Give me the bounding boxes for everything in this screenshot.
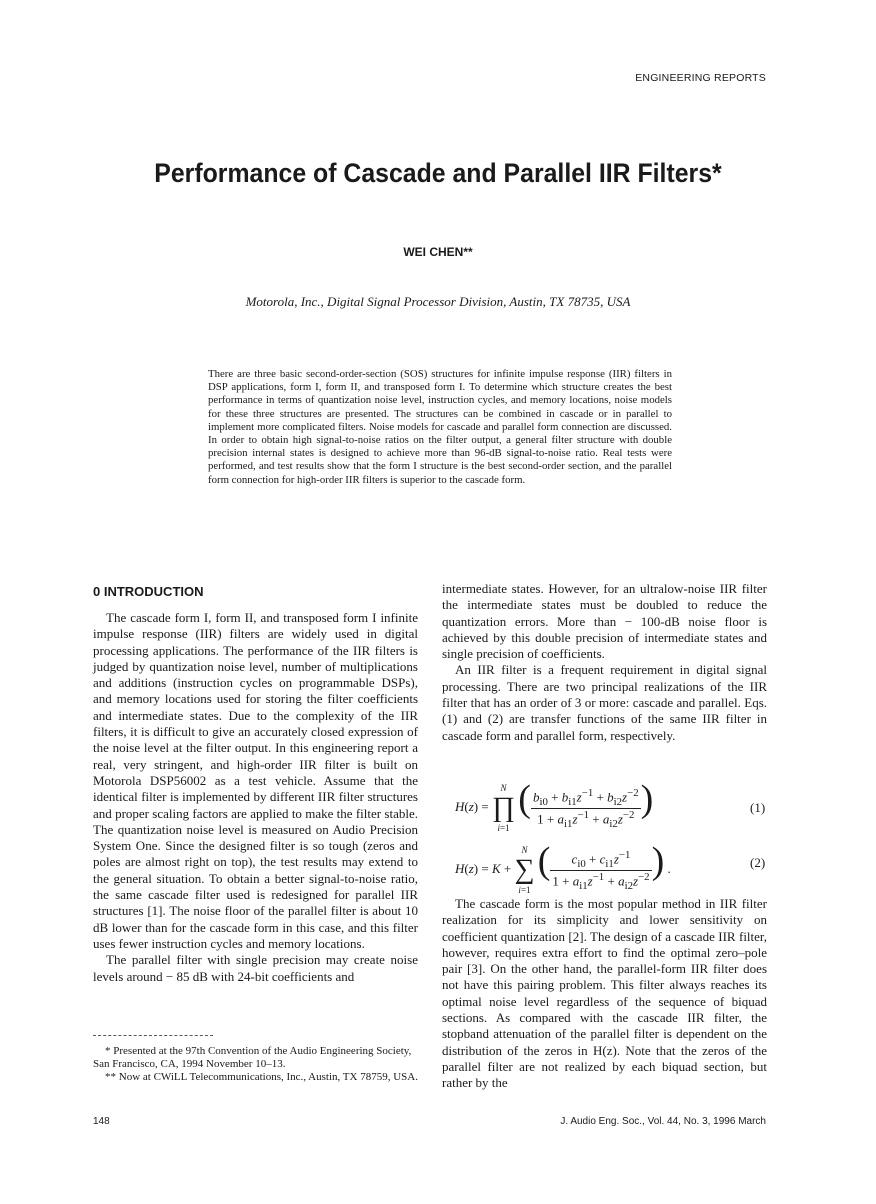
equation-1: H(z) = N ∏ i=1 ( $\frac{b_{i0} + b_{i1}z^{-1} + b_{i2}z^{-2}}{1 + a_{i1}z^{-1} + a_{i2}z^{-2}}$ )	[455, 778, 654, 834]
equation-2: H(z) = K + N ∑ i=1 ( $\frac{c_{i0} + c_{i1}z^{-1}}{1 + a_{i1}z^{-1} + a_{i2}z^{-2}}$ ) .	[455, 840, 671, 896]
intro-paragraph-2: The parallel filter with single precision may create noise levels around − 85 dB with 24-bit coefficients and	[93, 952, 418, 984]
intro-paragraph-3: intermediate states. However, for an ultralow-noise IIR filter the intermediate states must be doubled to reduce the quantization errors. More than − 100-dB noise floor is achieved by this double precision of intermediate states and single precision of coefficients.	[442, 581, 767, 662]
section-heading: 0 INTRODUCTION	[93, 584, 204, 599]
page-number: 148	[93, 1116, 110, 1127]
abstract: There are three basic second-order-section (SOS) structures for infinite impulse response (IIR) filters in DSP applications, form I, form II, and transposed form I. To determine which structure creates the best performance in terms of quantization noise level, instruction cycles, and memory locations, noise models for these three structures are presented. The structures can be combined in cascade or in parallel to implement more complicated filters. Noise models for cascade and parallel form connection are discussed. In order to obtain high signal-to-noise ratios on the filter output, a general filter structure with double precision internal states is designed to achieve more than 96-dB signal-to-noise ratio. Real tests were performed, and test results show that the form I structure is the best second-order section, and the parallel form connection for high-order IIR filters is superior to the cascade form.	[208, 368, 672, 486]
section-label: ENGINEERING REPORTS	[635, 72, 766, 84]
intro-paragraph-5: The cascade form is the most popular method in IIR filter realization for its simplicity and lower sensitivity on coefficient quantization [2]. The design of a cascade IIR filter, however, requires extra effort to find the optimal zero–pole pair [3]. On the other hand, the parallel-form IIR filter does not have this pairing problem. This filter always reaches its optimal noise level regardless of the sequence of biquad sections. As compared with the cascade IIR filter, the stopband attenuation of the parallel filter is dependent on the distribution of the zeros in H(z). Note that the zeros of the parallel filter are not realized by each biquad section, but rather by the	[442, 896, 767, 1091]
footnote-2: ** Now at CWiLL Telecommunications, Inc., Austin, TX 78759, USA.	[105, 1071, 418, 1083]
equation-2-number: (2)	[750, 855, 766, 870]
footnote-1: * Presented at the 97th Convention of the Audio Engineering Society, San Francisco, CA, 1994 November 10–13.	[93, 1045, 412, 1070]
footnotes	[93, 1045, 423, 1084]
intro-paragraph-4: An IIR filter is a frequent requirement in digital signal processing. There are two principal realizations of the IIR filter that has an order of 3 or more: cascade and parallel. Eqs. (1) and (2) are transfer functions of the same IIR filter in cascade form and parallel form, respectively.	[442, 662, 767, 743]
equation-1-number: (1)	[750, 800, 766, 815]
intro-paragraph-1: The cascade form I, form II, and transposed form I infinite impulse response (IIR) filters are widely used in digital processing applications. The performance of the IIR filters is judged by quantization noise level, number of multiplications and additions (instruction cycles on programmable DSPs), and memory locations used for storing the filter coefficients and intermediate states. Due to the complexity of the IIR filters, it is difficult to give an accurately closed expression of the noise level at the filter output. In this engineering report a real, very stringent, and high-order IIR filter is built on Motorola DSP56002 as a test vehicle. Assume that the identical filter is implemented by different IIR filter structures and proper scaling factors are applied to make the filter stable. The quantization noise level is measured on Audio Precision System One. Since the designed filter is so tough (zeros and poles are almost right on top), the test results may extend to the general situation. To obtain a better signal-to-noise ratio, the same cascade filter used is redesigned for parallel IIR structures [1]. The noise floor of the parallel filter is about 10 dB lower than for the cascade form in this case, and this filter uses fewer instruction cycles and memory locations.	[93, 610, 418, 951]
journal-citation: J. Audio Eng. Soc., Vol. 44, No. 3, 1996 March	[560, 1116, 766, 1127]
affiliation: Motorola, Inc., Digital Signal Processor Division, Austin, TX 78735, USA	[245, 294, 631, 309]
left-column	[93, 610, 418, 985]
paper-title: Performance of Cascade and Parallel IIR Filters*	[154, 158, 722, 188]
footnote-divider	[93, 1035, 213, 1036]
right-column	[442, 581, 767, 744]
right-column-continued	[442, 896, 767, 1092]
author-name: WEI CHEN**	[403, 245, 473, 259]
